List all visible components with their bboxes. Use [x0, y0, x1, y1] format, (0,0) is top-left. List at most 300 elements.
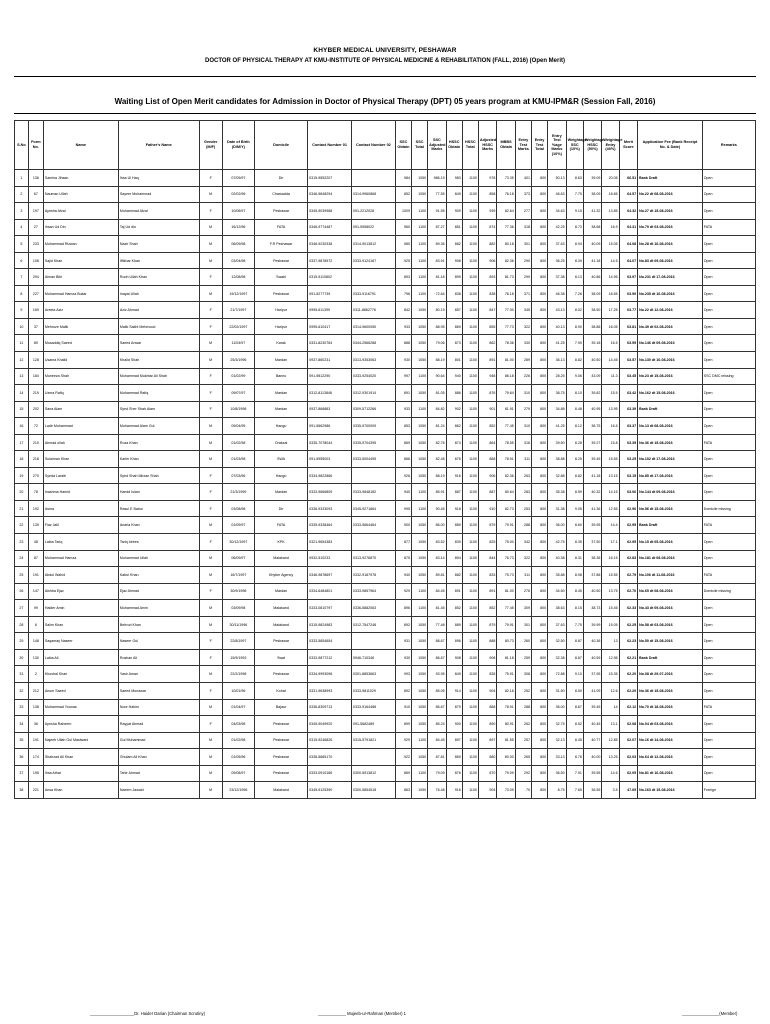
- table-cell: Swat: [255, 649, 308, 666]
- table-cell: 940: [446, 368, 462, 385]
- table-cell: 253: [515, 500, 531, 517]
- table-cell: 84.82: [428, 401, 446, 418]
- table-cell: No.22 dt 12-08-2016: [638, 302, 703, 319]
- table-cell: 10/06/97: [222, 203, 254, 220]
- table-cell: Open: [702, 749, 755, 766]
- table-body: [15, 170, 756, 799]
- table-cell: 869: [395, 765, 411, 782]
- table-cell: 21: [15, 500, 29, 517]
- table-cell: 0333-0910166: [308, 765, 352, 782]
- table-cell: Open: [702, 682, 755, 699]
- table-cell: 0336-5882063: [351, 600, 395, 617]
- table-cell: Malakand: [255, 550, 308, 567]
- table-cell: 886: [446, 385, 462, 402]
- table-cell: 7: [15, 269, 29, 286]
- table-cell: 7.75: [566, 616, 583, 633]
- table-cell: 8.13: [566, 269, 583, 286]
- table-cell: 8.48: [566, 401, 583, 418]
- table-cell: 997: [395, 368, 411, 385]
- table-cell: 7.26: [566, 285, 583, 302]
- table-cell: 38: [15, 782, 29, 799]
- table-cell: 13.1: [602, 716, 619, 733]
- table-cell: 1100: [411, 236, 427, 253]
- table-cell: No.70 dt 18-08-2016: [638, 699, 703, 716]
- table-cell: No.04 dt 03-08-2016: [638, 716, 703, 733]
- table-cell: 0336-5665170: [308, 749, 352, 766]
- table-cell: 1100: [462, 203, 478, 220]
- table-cell: 174: [28, 749, 43, 766]
- table-cell: 85.05: [428, 682, 446, 699]
- table-cell: 1050: [411, 170, 427, 187]
- table-cell: 17.1: [602, 534, 619, 551]
- table-cell: 16.05: [602, 318, 619, 335]
- table-cell: 32: [15, 682, 29, 699]
- table-cell: Peshawar: [255, 285, 308, 302]
- table-cell: 42.25: [548, 219, 566, 236]
- table-cell: 8.15: [566, 600, 583, 617]
- table-cell: 800: [531, 765, 547, 782]
- table-cell: 259: [515, 649, 531, 666]
- table-cell: 36.00: [548, 699, 566, 716]
- table-cell: Khalid Shah: [118, 352, 199, 369]
- table-cell: 39.95: [583, 517, 601, 534]
- table-cell: 78: [28, 484, 43, 501]
- column-header: S.No: [15, 121, 29, 170]
- table-cell: 310: [515, 418, 531, 435]
- table-cell: 30/12/1997: [222, 534, 254, 551]
- table-cell: 8.35: [566, 534, 583, 551]
- table-cell: 909: [446, 203, 462, 220]
- table-cell: M: [199, 550, 222, 567]
- table-cell: 1100: [411, 203, 427, 220]
- table-cell: 882: [446, 236, 462, 253]
- signature-member-1: ____________ Mujeeb-ur-Rahman (Member) 1: [318, 1011, 406, 1016]
- table-cell: 292: [515, 765, 531, 782]
- table-cell: 252: [515, 682, 531, 699]
- table-cell: Charsadda: [255, 186, 308, 203]
- table-cell: 38.63: [548, 600, 566, 617]
- table-cell: 880: [478, 749, 496, 766]
- table-cell: 0331-9638993: [308, 682, 352, 699]
- table-cell: 882: [446, 567, 462, 584]
- table-cell: M: [199, 335, 222, 352]
- table-cell: [351, 269, 395, 286]
- table-cell: 283: [515, 484, 531, 501]
- table-cell: 0312-9301914: [351, 385, 395, 402]
- table-cell: Usama Khalid: [43, 352, 118, 369]
- table-cell: 833: [478, 567, 496, 584]
- table-cell: 862: [446, 418, 462, 435]
- table-cell: 940: [395, 567, 411, 584]
- table-cell: 33: [15, 699, 29, 716]
- table-cell: 39.50: [548, 434, 566, 451]
- table-cell: F: [199, 467, 222, 484]
- table-cell: 0333-9811029: [351, 682, 395, 699]
- table-cell: 0345-9039968: [308, 203, 352, 220]
- table-cell: 27: [28, 219, 43, 236]
- table-cell: 800: [531, 534, 547, 551]
- table-cell: 15.5: [602, 385, 619, 402]
- table-cell: Bannu: [255, 368, 308, 385]
- table-cell: 899: [395, 716, 411, 733]
- table-cell: 38.88: [548, 451, 566, 468]
- table-cell: 0946-710346: [351, 649, 395, 666]
- table-cell: 1100: [411, 401, 427, 418]
- table-cell: 88.95: [428, 318, 446, 335]
- table-cell: 93.95: [428, 666, 446, 683]
- table-cell: 80.73: [497, 633, 515, 650]
- table-cell: 01/05/96: [222, 749, 254, 766]
- column-header: SSC Obtain: [395, 121, 411, 170]
- table-cell: 32.88: [548, 467, 566, 484]
- table-cell: Open: [702, 600, 755, 617]
- table-cell: No.50 dt 15-08-2016: [638, 633, 703, 650]
- table-cell: 0311-8862776: [351, 302, 395, 319]
- table-cell: 8.02: [566, 302, 583, 319]
- table-cell: 939: [478, 203, 496, 220]
- table-cell: 01/09/97: [222, 517, 254, 534]
- table-row: [15, 583, 756, 600]
- table-cell: Tariq Idrees: [118, 534, 199, 551]
- table-cell: 106: [28, 252, 43, 269]
- table-cell: 16/7/1997: [222, 567, 254, 584]
- table-cell: 262: [515, 716, 531, 733]
- table-cell: 75.91: [497, 666, 515, 683]
- table-cell: 1050: [411, 633, 427, 650]
- table-cell: Open: [702, 203, 755, 220]
- table-cell: 864: [478, 434, 496, 451]
- table-cell: 908: [446, 649, 462, 666]
- table-cell: 81.91: [497, 401, 515, 418]
- table-cell: 31: [15, 666, 29, 683]
- table-cell: Mardan: [255, 385, 308, 402]
- column-header: Remarks: [702, 121, 755, 170]
- table-cell: 19/12/1997: [222, 285, 254, 302]
- table-cell: 06/09/97: [222, 550, 254, 567]
- table-cell: 835: [478, 666, 496, 683]
- table-cell: 0334-6484801: [308, 583, 352, 600]
- table-cell: 1100: [462, 517, 478, 534]
- table-cell: 2: [28, 666, 43, 683]
- table-cell: 83.91: [428, 252, 446, 269]
- table-cell: Dir: [255, 170, 308, 187]
- table-cell: 0937-866883: [308, 401, 352, 418]
- table-row: [15, 434, 756, 451]
- table-cell: 978: [478, 170, 496, 187]
- table-row: [15, 517, 756, 534]
- table-cell: 401: [515, 170, 531, 187]
- table-cell: 11.3: [602, 368, 619, 385]
- table-cell: 21/7/1997: [222, 302, 254, 319]
- table-row: [15, 550, 756, 567]
- table-cell: Muhammad Rizwan: [43, 236, 118, 253]
- table-cell: 37.86: [583, 567, 601, 584]
- table-cell: 1100: [462, 170, 478, 187]
- table-cell: Kohat: [255, 682, 308, 699]
- table-row: [15, 616, 756, 633]
- table-cell: 930: [395, 649, 411, 666]
- table-cell: Muhammad Hamza: [43, 550, 118, 567]
- table-cell: 35.38: [548, 484, 566, 501]
- table-cell: 41.25: [548, 418, 566, 435]
- table-row: [15, 302, 756, 319]
- table-cell: 39.27: [583, 434, 601, 451]
- table-cell: No.64 dt 12-08-2016: [638, 749, 703, 766]
- table-cell: 01/03/98: [222, 451, 254, 468]
- table-cell: 62.95: [619, 517, 637, 534]
- table-cell: 984: [395, 170, 411, 187]
- table-cell: 14.6: [602, 765, 619, 782]
- table-cell: 1050: [411, 616, 427, 633]
- table-cell: 169: [28, 302, 43, 319]
- table-cell: 800: [531, 385, 547, 402]
- table-cell: 219: [28, 385, 43, 402]
- table-cell: 1100: [411, 484, 427, 501]
- table-cell: 22/2/1998: [222, 666, 254, 683]
- table-cell: 13.25: [602, 749, 619, 766]
- table-cell: 904: [478, 782, 496, 799]
- table-cell: 62.83: [619, 550, 637, 567]
- table-cell: 800: [531, 467, 547, 484]
- table-cell: 87.81: [428, 749, 446, 766]
- table-cell: 800: [531, 782, 547, 799]
- table-cell: 79.06: [428, 335, 446, 352]
- table-cell: 879: [478, 517, 496, 534]
- table-row: [15, 170, 756, 187]
- table-cell: Nauman Ullah: [43, 186, 118, 203]
- table-cell: Ladir Muhammad: [43, 418, 118, 435]
- table-cell: 34.88: [548, 401, 566, 418]
- table-cell: 16: [15, 418, 29, 435]
- table-cell: 0300-5913812: [351, 765, 395, 782]
- table-cell: [351, 534, 395, 551]
- table-cell: 87.27: [428, 219, 446, 236]
- table-cell: 888: [395, 335, 411, 352]
- table-cell: Bank Draft: [638, 517, 703, 534]
- table-cell: M: [199, 252, 222, 269]
- table-cell: M: [199, 666, 222, 683]
- table-cell: 77.00: [497, 302, 515, 319]
- table-cell: 1100: [462, 451, 478, 468]
- table-cell: Saeed Anwar: [118, 335, 199, 352]
- table-cell: 922: [395, 749, 411, 766]
- table-cell: Naeem Jawaid: [118, 782, 199, 799]
- table-cell: Anarla Khan: [118, 517, 199, 534]
- table-cell: 82.73: [497, 500, 515, 517]
- table-cell: 13.85: [602, 203, 619, 220]
- table-cell: 0932-510233: [308, 550, 352, 567]
- table-cell: 15.55: [602, 451, 619, 468]
- table-cell: Areeta Aziz: [43, 302, 118, 319]
- table-cell: M: [199, 765, 222, 782]
- table-cell: 81.73: [497, 269, 515, 286]
- table-cell: 01/02/99: [222, 368, 254, 385]
- table-cell: No.65 dt 08-08-2016: [638, 583, 703, 600]
- table-cell: 1050: [411, 550, 427, 567]
- table-cell: 42.75: [548, 534, 566, 551]
- table-cell: 257: [515, 732, 531, 749]
- table-cell: F: [199, 649, 222, 666]
- table-cell: 265: [515, 749, 531, 766]
- table-cell: FATA: [255, 517, 308, 534]
- table-cell: No.08 dt 29-07-2016: [638, 666, 703, 683]
- table-cell: 1050: [411, 782, 427, 799]
- table-cell: 62.96: [619, 500, 637, 517]
- table-cell: 873: [446, 335, 462, 352]
- table-cell: 800: [531, 352, 547, 369]
- table-cell: 77.48: [428, 616, 446, 633]
- table-cell: 0313-9276870: [351, 550, 395, 567]
- table-cell: 910: [478, 500, 496, 517]
- table-cell: Aziz Ahmad: [118, 302, 199, 319]
- table-cell: 37: [28, 318, 43, 335]
- table-cell: 1050: [411, 467, 427, 484]
- table-cell: 33.13: [548, 749, 566, 766]
- table-cell: 916: [446, 467, 462, 484]
- table-cell: Rooh Ullah Khan: [118, 269, 199, 286]
- table-cell: 31.50: [548, 682, 566, 699]
- table-cell: 948: [478, 368, 496, 385]
- table-cell: Yasir Aman: [118, 666, 199, 683]
- table-cell: 01/04/97: [222, 699, 254, 716]
- table-cell: 25: [15, 567, 29, 584]
- table-cell: 40.45: [583, 716, 601, 733]
- table-cell: 15.05: [602, 616, 619, 633]
- table-cell: 899: [446, 269, 462, 286]
- table-cell: 06/09/98: [222, 236, 254, 253]
- table-cell: No.181 dt 08-08-2016: [638, 550, 703, 567]
- table-row: [15, 682, 756, 699]
- table-row: [15, 385, 756, 402]
- table-cell: 914: [446, 682, 462, 699]
- table-cell: 210: [28, 434, 43, 451]
- table-cell: 22/02/1997: [222, 318, 254, 335]
- table-cell: 1100: [462, 269, 478, 286]
- table-cell: 1050: [411, 186, 427, 203]
- table-cell: 78.55: [497, 434, 515, 451]
- table-cell: 906: [478, 467, 496, 484]
- table-cell: 29: [15, 633, 29, 650]
- table-cell: 1100: [462, 583, 478, 600]
- table-cell: Nazir Shah: [118, 236, 199, 253]
- table-cell: Open: [702, 236, 755, 253]
- table-cell: 38.50: [583, 302, 601, 319]
- table-cell: 322: [515, 550, 531, 567]
- table-cell: 345: [515, 302, 531, 319]
- table-cell: FATA: [702, 219, 755, 236]
- divider: [14, 76, 756, 77]
- table-cell: 41.25: [548, 335, 566, 352]
- table-cell: M: [199, 699, 222, 716]
- table-cell: 1100: [462, 236, 478, 253]
- table-cell: FATA: [702, 567, 755, 584]
- table-cell: Bajaur: [255, 699, 308, 716]
- table-cell: 16/12/96: [222, 219, 254, 236]
- table-cell: 993: [395, 666, 411, 683]
- table-cell: M: [199, 600, 222, 617]
- table-cell: Mardan: [255, 583, 308, 600]
- table-cell: 12.85: [602, 732, 619, 749]
- table-cell: No.27 dt 15-08-2016: [638, 203, 703, 220]
- table-cell: 73.35: [497, 170, 515, 187]
- table-cell: 20: [15, 484, 29, 501]
- table-cell: Open: [702, 302, 755, 319]
- table-cell: 1100: [462, 699, 478, 716]
- table-cell: 1009: [395, 203, 411, 220]
- table-cell: 4: [15, 219, 29, 236]
- table-cell: No.22 dt 08-08-2016: [638, 186, 703, 203]
- table-cell: 8.10: [566, 385, 583, 402]
- table-cell: 197: [28, 203, 43, 220]
- table-cell: No.28 dt 16-08-2016: [638, 236, 703, 253]
- table-cell: 0309-5712266: [351, 401, 395, 418]
- table-cell: 309: [515, 600, 531, 617]
- table-cell: 36.00: [548, 517, 566, 534]
- table-cell: F: [199, 484, 222, 501]
- table-cell: 091-5662986: [308, 418, 352, 435]
- column-header: Entry Test Total: [531, 121, 547, 170]
- table-cell: 39.99: [583, 616, 601, 633]
- table-cell: Muhammad Mukhtar Ali Shah: [118, 368, 199, 385]
- table-cell: 893: [395, 269, 411, 286]
- table-cell: 76.18: [497, 186, 515, 203]
- table-cell: 77.36: [497, 219, 515, 236]
- table-cell: 888: [478, 633, 496, 650]
- table-cell: M: [199, 352, 222, 369]
- table-cell: 32.75: [548, 716, 566, 733]
- table-cell: 1100: [462, 600, 478, 617]
- table-cell: 43.13: [548, 302, 566, 319]
- table-cell: 260: [515, 633, 531, 650]
- table-cell: 800: [531, 649, 547, 666]
- table-cell: 901: [478, 401, 496, 418]
- table-cell: 9.15: [566, 203, 583, 220]
- table-cell: Uzma Rafiq: [43, 385, 118, 402]
- table-cell: 38.73: [583, 600, 601, 617]
- table-cell: 67: [28, 186, 43, 203]
- table-cell: 863: [395, 782, 411, 799]
- header-row: [15, 121, 756, 170]
- table-cell: 63.42: [619, 385, 637, 402]
- table-cell: Open: [702, 170, 755, 187]
- table-cell: 0331-8230764: [308, 335, 352, 352]
- table-cell: 800: [531, 219, 547, 236]
- table-cell: 800: [531, 732, 547, 749]
- column-header: Contact Number 01: [308, 121, 352, 170]
- table-cell: 1100: [411, 269, 427, 286]
- table-cell: 091-5682489: [351, 716, 395, 733]
- table-row: [15, 782, 756, 799]
- table-cell: 1100: [462, 484, 478, 501]
- table-cell: Salim Khan: [43, 616, 118, 633]
- table-cell: 875: [395, 550, 411, 567]
- table-cell: 1100: [462, 252, 478, 269]
- table-cell: 36.13: [548, 352, 566, 369]
- table-cell: 1100: [462, 335, 478, 352]
- table-cell: 50.13: [548, 170, 566, 187]
- table-cell: 800: [531, 203, 547, 220]
- table-cell: 862: [478, 335, 496, 352]
- table-cell: 9.10: [566, 666, 583, 683]
- table-cell: 091-5958022: [351, 219, 395, 236]
- table-cell: 1050: [411, 451, 427, 468]
- column-header: Merit Score: [619, 121, 637, 170]
- table-cell: 801: [446, 352, 462, 369]
- table-cell: 308: [515, 666, 531, 683]
- table-cell: 800: [531, 318, 547, 335]
- table-cell: Peshawar: [255, 765, 308, 782]
- table-cell: 63.06: [619, 484, 637, 501]
